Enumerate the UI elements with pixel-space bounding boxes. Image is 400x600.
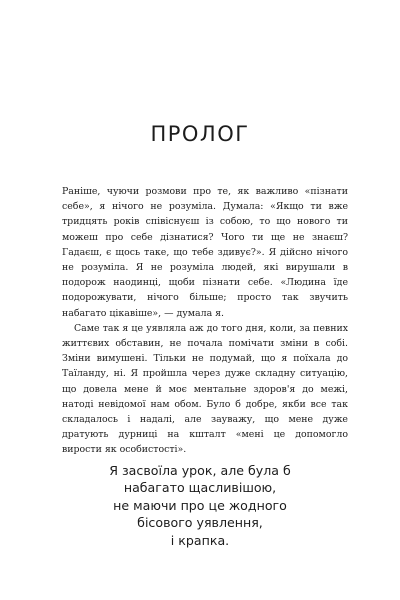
paragraph-1: Раніше, чуючи розмови про те, як важливо «пізнати себе», я нічого не розуміла. Думала: «Якщо ти вже тридцять років співіснуєш із собою, то що нового ти можеш про себе дізнатися? Чого ти ще не знаєш? Гадаєш, є щось таке, що тебе здивує?». Я дійсно нічого не розуміла. Я не розуміла людей, які вирушали в подорож наодинці, щоби пізнати себе. «Людина їде подорожувати, нічого більше; просто так звучить набагато цікавіше», — думала я. <box>62 186 348 319</box>
chapter-title: ПРОЛОГ <box>150 122 250 146</box>
quote-line: не маючи про це жодного <box>113 497 287 513</box>
closing-quote <box>0 462 400 549</box>
paragraph-2: Саме так я це уявляла аж до того дня, коли, за певних життєвих обставин, не почала помічати зміни в собі. Зміни вимушені. Тільки не подумай, що я поїхала до Таїланду, ні. Я пройшла через дуже складну ситуацію, що довела мене й моє ментальне здоров'я до межі, натоді невідомої нам обом. Було б добре, якби все так складалось і надалі, але зауважу, що мене дуже дратують дурниці на кшталт «мені це допомогло вирости як особистості». <box>62 322 348 456</box>
quote-line: Я засвоїла урок, але була б <box>109 463 291 478</box>
quote-line: бісового уявлення, <box>137 515 263 531</box>
quote-line: і крапка. <box>170 532 230 548</box>
prologue-body <box>62 184 348 458</box>
quote-line: набагато щасливішою, <box>123 480 277 496</box>
